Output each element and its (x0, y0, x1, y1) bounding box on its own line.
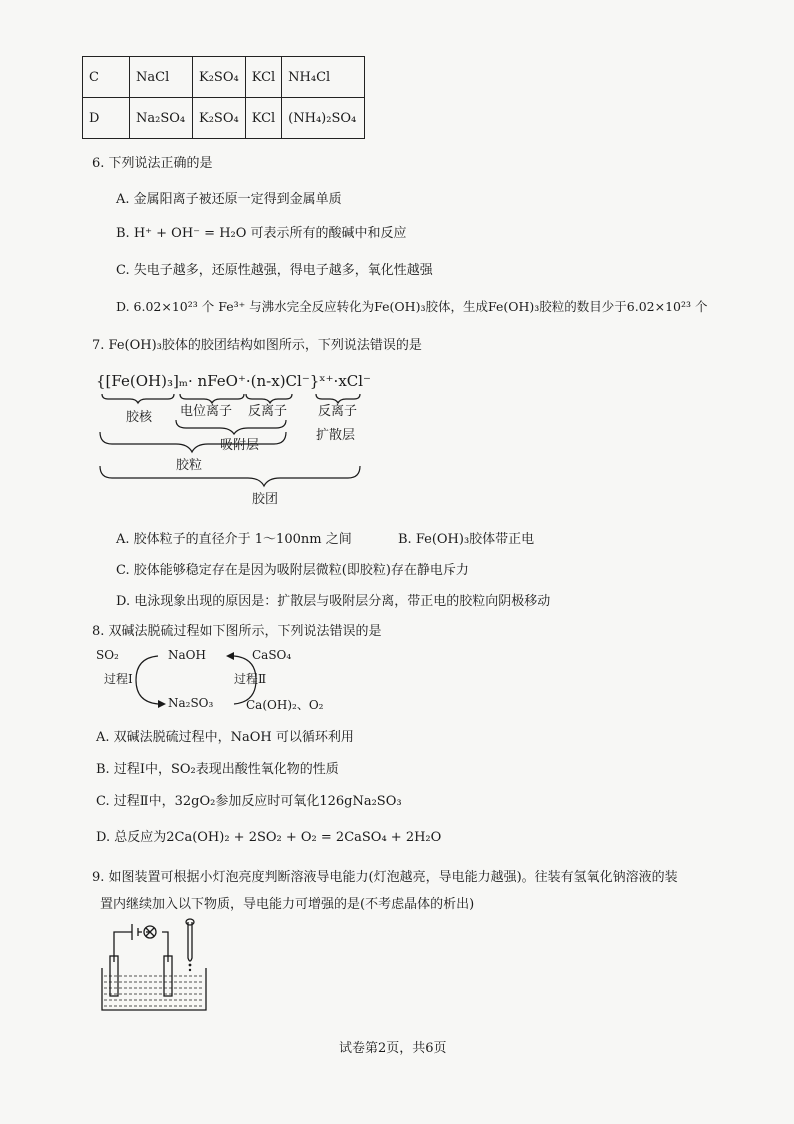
conductivity-apparatus-diagram (98, 918, 214, 1018)
label-micelle: 胶团 (252, 492, 279, 507)
q7-stem: 7. Fe(OH)₃胶体的胶团结构如图所示，下列说法错误的是 (92, 338, 422, 353)
row-label: C (83, 57, 130, 98)
table-cell: NaCl (130, 57, 193, 98)
micelle-structure-diagram (96, 368, 396, 518)
q6-option-d: D. 6.02×10²³ 个 Fe³⁺ 与沸水完全反应转化为Fe(OH)₃胶体，生成Fe(OH)₃胶粒的数目少于6.02×10²³ 个 (116, 299, 708, 314)
row-label: D (83, 98, 130, 139)
label-caoh2-o2: Ca(OH)₂、O₂ (246, 698, 324, 712)
label-counter-ion-2: 反离子 (318, 404, 358, 419)
q8-option-b: B. 过程Ⅰ中，SO₂表现出酸性氧化物的性质 (96, 762, 339, 777)
dual-alkali-diagram (96, 646, 336, 716)
q6-option-b: B. H⁺ + OH⁻ = H₂O 可表示所有的酸碱中和反应 (116, 226, 407, 241)
table-cell: K₂SO₄ (193, 57, 246, 98)
label-na2so3: Na₂SO₃ (168, 696, 214, 710)
q7-option-c: C. 胶体能够稳定存在是因为吸附层微粒(即胶粒)存在静电斥力 (116, 563, 469, 578)
q6-stem: 6. 下列说法正确的是 (92, 156, 213, 171)
label-naoh: NaOH (168, 648, 206, 662)
table-cell: Na₂SO₄ (130, 98, 193, 139)
label-process-1: 过程Ⅰ (104, 672, 133, 686)
q7-option-b: B. Fe(OH)₃胶体带正电 (398, 532, 535, 547)
label-so2: SO₂ (96, 648, 119, 662)
table-cell: K₂SO₄ (193, 98, 246, 139)
q8-stem: 8. 双碱法脱硫过程如下图所示，下列说法错误的是 (92, 624, 382, 639)
q7-option-d: D. 电泳现象出现的原因是：扩散层与吸附层分离，带正电的胶粒向阴极移动 (116, 594, 551, 609)
micelle-formula: {[Fe(OH)₃]ₘ· nFeO⁺·(n-x)Cl⁻}ˣ⁺·xCl⁻ (96, 372, 371, 390)
table-cell: NH₄Cl (282, 57, 365, 98)
q7-option-a: A. 胶体粒子的直径介于 1～100nm 之间 (116, 532, 352, 547)
q6-option-c: C. 失电子越多，还原性越强，得电子越多，氧化性越强 (116, 263, 433, 278)
options-table (82, 56, 365, 139)
q8-option-c: C. 过程Ⅱ中，32gO₂参加反应时可氧化126gNa₂SO₃ (96, 794, 402, 809)
label-process-2: 过程Ⅱ (234, 672, 267, 686)
label-particle: 胶粒 (176, 458, 203, 473)
label-diffusion-layer: 扩散层 (316, 428, 356, 443)
page-footer: 试卷第2页，共6页 (339, 1041, 447, 1056)
table-cell: KCl (245, 98, 281, 139)
label-potential-ion: 电位离子 (180, 404, 233, 419)
table-cell: (NH₄)₂SO₄ (282, 98, 365, 139)
q9-stem-line2: 置内继续加入以下物质，导电能力可增强的是(不考虑晶体的析出) (100, 897, 475, 912)
q8-option-a: A. 双碱法脱硫过程中，NaOH 可以循环利用 (96, 730, 354, 745)
table-cell: KCl (245, 57, 281, 98)
label-caso4: CaSO₄ (252, 648, 292, 662)
q8-option-d: D. 总反应为2Ca(OH)₂ + 2SO₂ + O₂ = 2CaSO₄ + 2H₂O (96, 830, 442, 845)
q6-option-a: A. 金属阳离子被还原一定得到金属单质 (116, 192, 342, 207)
q9-stem-line1: 9. 如图装置可根据小灯泡亮度判断溶液导电能力(灯泡越亮，导电能力越强)。往装有氢氧化钠溶液的装 (92, 870, 678, 885)
table-row (83, 98, 365, 139)
label-core: 胶核 (126, 410, 153, 425)
label-adsorption-layer: 吸附层 (220, 438, 260, 453)
table-row (83, 57, 365, 98)
label-counter-ion-1: 反离子 (248, 404, 288, 419)
